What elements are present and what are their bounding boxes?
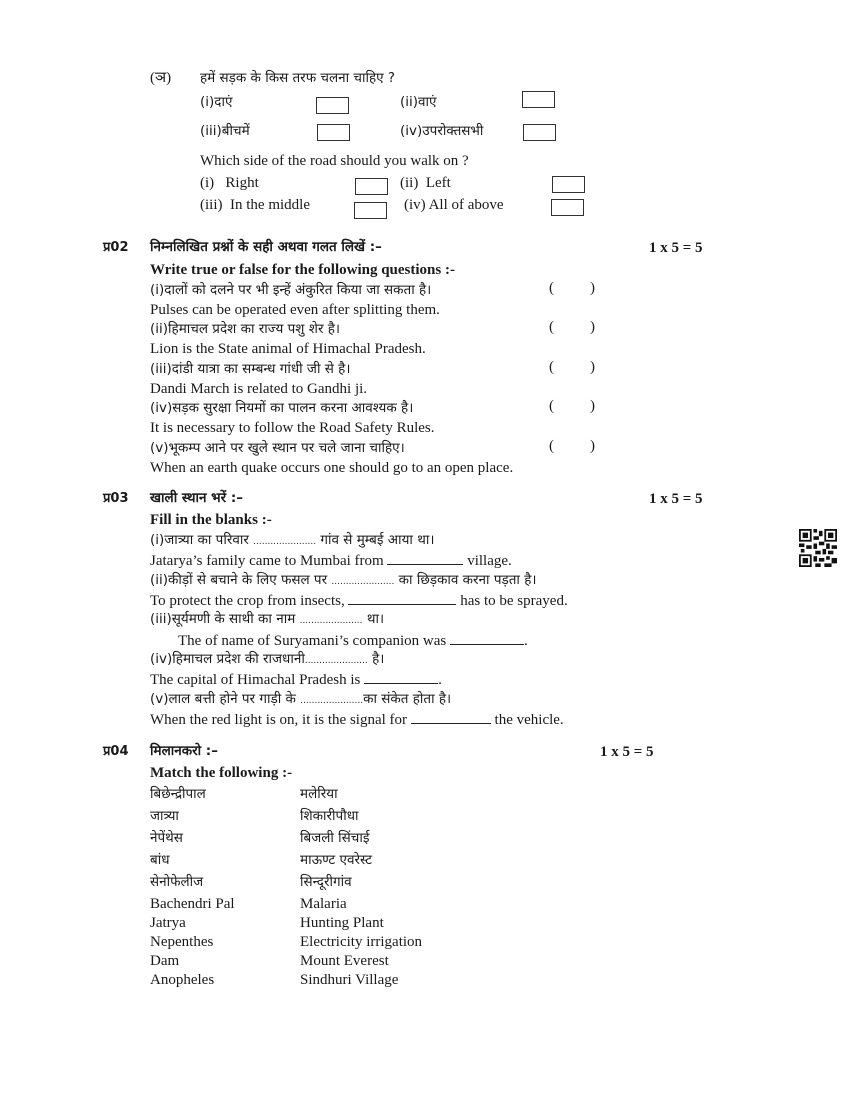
answer-checkbox[interactable] — [317, 124, 350, 141]
marks-label: 1 x 5 = 5 — [600, 744, 654, 760]
fill-text-after: the vehicle. — [494, 712, 564, 728]
match-left-hindi: बांध — [150, 852, 170, 868]
answer-checkbox[interactable] — [552, 176, 585, 193]
answer-checkbox[interactable] — [522, 91, 555, 108]
match-right-hindi: बिजली सिंचाई — [300, 830, 370, 846]
blank-dots[interactable]: ...................... — [304, 656, 368, 666]
question-title-english: Match the following :- — [150, 765, 293, 781]
fill-item-hindi — [150, 689, 451, 711]
answer-checkbox[interactable] — [316, 97, 349, 114]
fill-text-before: (v)लाल बत्ती होने पर गाड़ी के — [150, 691, 296, 707]
match-right-english: Electricity irrigation — [300, 934, 423, 950]
blank-dots[interactable]: ...................... — [299, 616, 363, 626]
marks-label: 1 x 5 = 5 — [649, 491, 703, 507]
fill-text-before: Jatarya’s family came to Mumbai from — [150, 553, 384, 569]
answer-paren-close: ) — [590, 280, 595, 296]
qr-code-icon — [799, 528, 837, 568]
blank-dots[interactable]: ...................... — [331, 577, 395, 587]
blank-line[interactable] — [450, 630, 524, 645]
tf-item-english: Dandi March is related to Gandhi ji. — [150, 381, 368, 397]
fill-text-before: (i)जात्र्या का परिवार — [150, 532, 249, 548]
match-left-english: Anopheles — [150, 972, 215, 988]
blank-line[interactable] — [348, 590, 456, 605]
fill-text-after: . — [438, 672, 442, 688]
match-right-hindi: सिन्दूरीगांव — [300, 874, 352, 890]
question-number: प्र04 — [103, 744, 129, 759]
fill-item-english — [150, 590, 568, 611]
blank-dots[interactable]: ...................... — [300, 696, 364, 706]
answer-checkbox[interactable] — [355, 178, 388, 195]
fill-text-before: To protect the crop from insects, — [150, 593, 345, 609]
answer-checkbox[interactable] — [551, 199, 584, 216]
fill-text-after: . — [524, 633, 528, 649]
answer-paren-open: ( — [549, 280, 554, 296]
question-part-label: (ञ) — [150, 70, 172, 86]
option-hindi-1: (i)दाएं — [200, 94, 233, 110]
blank-line[interactable] — [411, 709, 491, 724]
question-number: प्र03 — [103, 491, 129, 506]
option-english-1: (i) Right — [200, 175, 259, 191]
tf-item-english: Pulses can be operated even after splitting them. — [150, 302, 440, 318]
match-right-english: Malaria — [300, 896, 347, 912]
fill-item-hindi — [150, 649, 384, 671]
tf-item-hindi: (i)दालों को दलने पर भी इन्हें अंकुरित किया जा सकता है। — [150, 282, 432, 298]
fill-item-english — [150, 669, 442, 690]
match-left-hindi: बिछेन्द्रीपाल — [150, 786, 206, 802]
fill-text-after: है। — [372, 651, 385, 667]
marks-label: 1 x 5 = 5 — [649, 240, 703, 256]
fill-item-hindi — [150, 570, 537, 592]
fill-text-after: का छिड़काव करना पड़ता है। — [398, 572, 537, 588]
option-hindi-2: (ii)वाएं — [400, 94, 437, 110]
fill-item-english — [178, 630, 528, 651]
fill-text-before: (iii)सूर्यमणी के साथी का नाम — [150, 611, 296, 627]
question-title-english: Fill in the blanks :- — [150, 512, 272, 528]
fill-text-after: village. — [467, 553, 512, 569]
option-hindi-3: (iii)बीचमें — [200, 123, 250, 139]
answer-paren-open: ( — [549, 438, 554, 454]
match-right-hindi: मलेरिया — [300, 786, 338, 802]
match-right-english: Mount Everest — [300, 953, 389, 969]
fill-text-before: The capital of Himachal Pradesh is — [150, 672, 361, 688]
tf-item-english: It is necessary to follow the Road Safety Rules. — [150, 420, 435, 436]
tf-item-hindi: (iii)दांडी यात्रा का सम्बन्ध गांधी जी से है। — [150, 361, 351, 377]
fill-item-hindi — [150, 609, 384, 631]
fill-item-english — [150, 550, 512, 571]
question-number: प्र02 — [103, 240, 129, 255]
match-right-hindi: माऊण्ट एवरेस्ट — [300, 852, 373, 868]
match-left-hindi: नेपेंथेस — [150, 830, 183, 846]
option-hindi-4: (iv)उपरोक्तसभी — [400, 123, 484, 139]
option-english-3: (iii) In the middle — [200, 197, 310, 213]
fill-text-after: था। — [366, 611, 385, 627]
option-english-4: (iv) All of above — [404, 197, 504, 213]
fill-text-before: The of name of Suryamani’s companion was — [178, 633, 447, 649]
fill-text-after: has to be sprayed. — [460, 593, 568, 609]
tf-item-english: Lion is the State animal of Himachal Pradesh. — [150, 341, 426, 357]
fill-text-after: का संकेत होता है। — [363, 691, 452, 707]
tf-item-hindi: (iv)सड़क सुरक्षा नियमों का पालन करना आवश्यक है। — [150, 400, 414, 416]
answer-paren-open: ( — [549, 319, 554, 335]
match-left-english: Jatrya — [150, 915, 186, 931]
fill-text-before: When the red light is on, it is the signal for — [150, 712, 408, 728]
question-title-hindi: खाली स्थान भरें :– — [150, 490, 244, 506]
match-left-english: Dam — [150, 953, 180, 969]
question-title-hindi: निम्नलिखित प्रश्नों के सही अथवा गलत लिखें :– — [150, 239, 382, 255]
question-text-hindi: हमें सड़क के किस तरफ चलना चाहिए ? — [200, 70, 396, 86]
blank-dots[interactable]: ...................... — [253, 537, 317, 547]
fill-item-hindi — [150, 530, 434, 552]
blank-line[interactable] — [387, 550, 463, 565]
tf-item-hindi: (ii)हिमाचल प्रदेश का राज्य पशु शेर है। — [150, 321, 341, 337]
question-title-hindi: मिलानकरो :– — [150, 743, 218, 759]
answer-paren-close: ) — [590, 359, 595, 375]
fill-item-english — [150, 709, 564, 730]
match-right-hindi: शिकारीपौधा — [300, 808, 359, 824]
blank-line[interactable] — [364, 669, 438, 684]
answer-paren-open: ( — [549, 359, 554, 375]
fill-text-before: (ii)कीड़ों से बचाने के लिए फसल पर — [150, 572, 328, 588]
answer-paren-close: ) — [590, 319, 595, 335]
answer-paren-close: ) — [590, 398, 595, 414]
tf-item-english: When an earth quake occurs one should go to an open place. — [150, 460, 514, 476]
tf-item-hindi: (v)भूकम्प आने पर खुले स्थान पर चले जाना चाहिए। — [150, 440, 405, 456]
answer-checkbox[interactable] — [354, 202, 387, 219]
fill-text-before: (iv)हिमाचल प्रदेश की राजधानी — [150, 651, 305, 667]
answer-paren-close: ) — [590, 438, 595, 454]
match-left-english: Nepenthes — [150, 934, 214, 950]
match-left-english: Bachendri Pal — [150, 896, 235, 912]
option-english-2: (ii) Left — [400, 175, 451, 191]
match-right-english: Sindhuri Village — [300, 972, 399, 988]
question-title-english: Write true or false for the following questions :- — [150, 262, 455, 278]
answer-paren-open: ( — [549, 398, 554, 414]
match-right-english: Hunting Plant — [300, 915, 384, 931]
answer-checkbox[interactable] — [523, 124, 556, 141]
match-left-hindi: जात्र्या — [150, 808, 179, 824]
question-text-english: Which side of the road should you walk on ? — [200, 153, 469, 169]
fill-text-after: गांव से मुम्बई आया था। — [320, 532, 435, 548]
match-left-hindi: सेनोफेलीज — [150, 874, 204, 890]
